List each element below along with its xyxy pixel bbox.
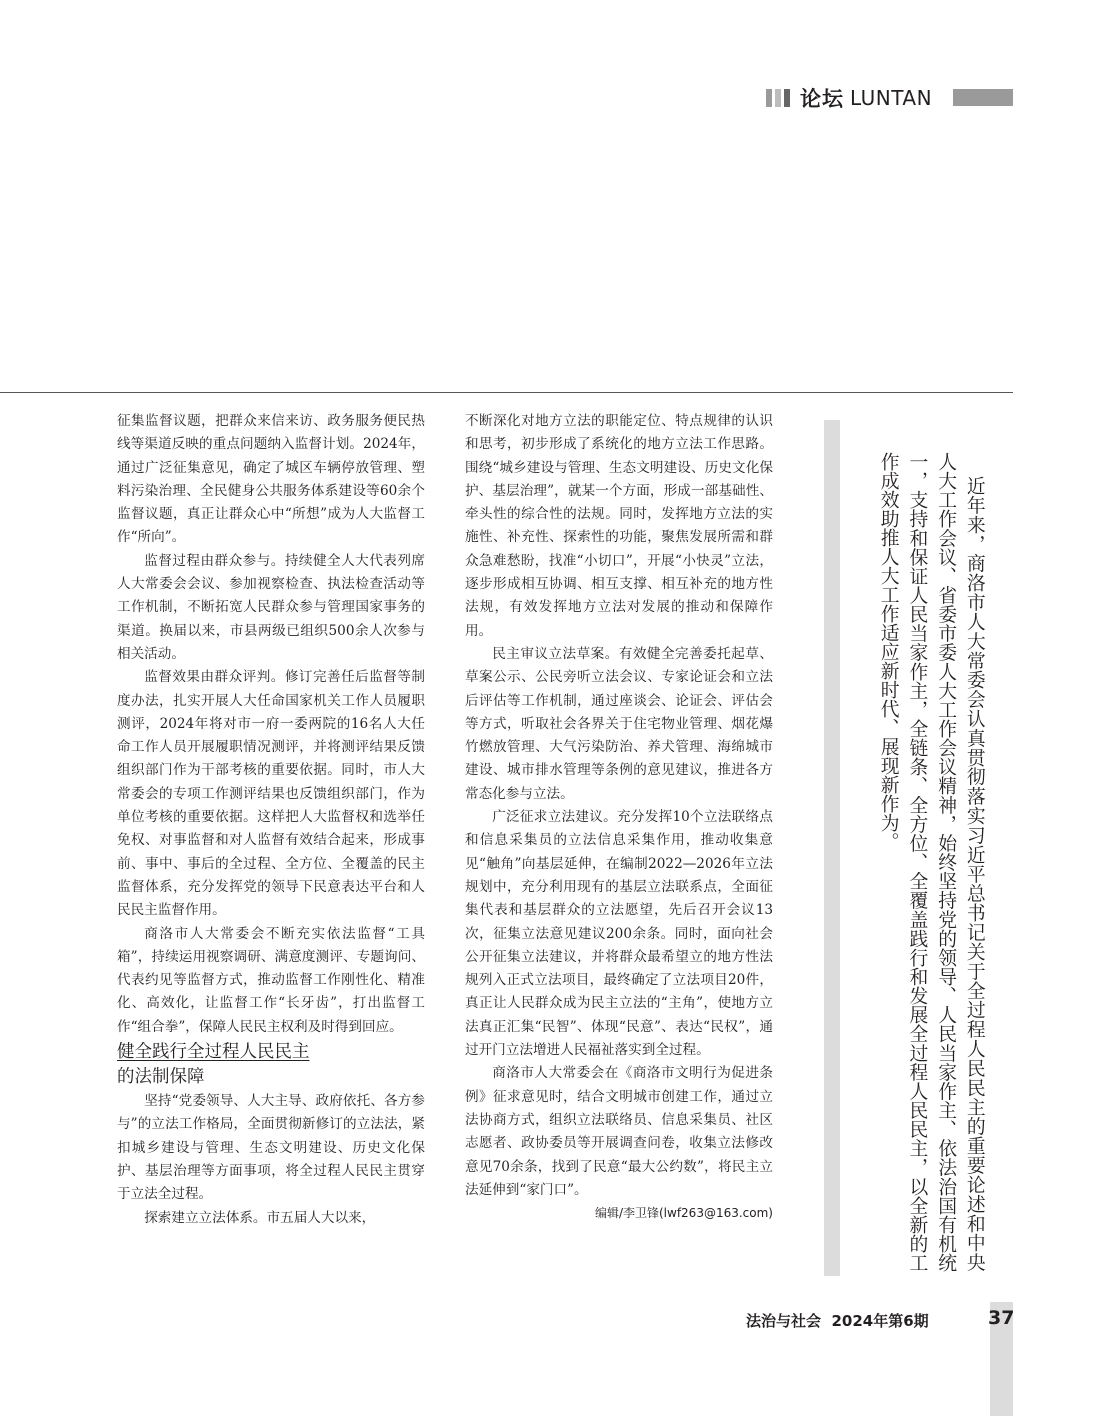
section-title-cn: 论坛 [800,87,844,111]
subheading-line-2: 的法制保障 [117,1067,205,1088]
paragraph: 探索建立立法体系。市五届人大以来， [144,1209,376,1226]
editor-credit: 编辑/李卫锋(lwf263@163.com) [594,1206,773,1221]
paragraph: 商洛市人大常委会在《商洛市文明行为促进条例》征求意见时，结合文明城市创建工作，通过立法协商方式，组织立法联络员、信息采集员、社区志愿者、政协委员等开展调查问卷，收集立法修改意见70余条，找到了民意“最大公约数”，将民主立法延伸到“家门口”。 [465,1065,773,1198]
issue-label: 2024年第6期 [831,1312,929,1330]
lead-decor-bar [824,420,840,1276]
paragraph: 不断深化对地方立法的职能定位、特点规律的认识和思考，初步形成了系统化的地方立法工作思路。围绕“城乡建设与管理、生态文明建设、历史文化保护、基层治理”，就某一个方面，形成一部基础性、牵头性的综合性的法规。同时，发挥地方立法的实施性、补充性、探索性的功能，聚焦发展所需和群众急难愁盼，找准“小切口”，开展“小快灵”立法，逐步形成相互协调、相互支撑、相互补充的地方性法规，有效发挥地方立法对发展的推动和保障作用。 [465,413,773,639]
paragraph: 坚持“党委领导、人大主导、政府依托、各方参与”的立法工作格局，全面贯彻新修订的立法法，紧扣城乡建设与管理、生态文明建设、历史文化保护、基层治理等方面事项，将全过程人民民主贯穿于立法全过程。 [117,1093,425,1203]
header-decor-block [953,89,1013,106]
divider-rule [0,392,1013,393]
paragraph: 民主审议立法草案。有效健全完善委托起草、草案公示、公民旁听立法会议、专家论证会和立法后评估等工作机制，通过座谈会、论证会、评估会等方式，听取社会各界关于住宅物业管理、烟花爆竹燃放管理、大气污染防治、养犬管理、海绵城市建设、城市排水管理等条例的意见建议，推进各方常态化参与立法。 [465,645,773,802]
page-footer [746,1310,929,1331]
paragraph: 征集监督议题，把群众来信来访、政务服务便民热线等渠道反映的重点问题纳入监督计划。2024年，通过广泛征集意见，确定了城区车辆停放管理、塑料污染治理、全民健身公共服务体系建设等60余个监督议题，真正让群众心中“所想”成为人大监督工作“所向”。 [117,413,425,546]
section-subheading [117,1040,425,1090]
lead-paragraph-vertical [873,452,988,1272]
subheading-line-1: 健全践行全过程人民民主 [117,1042,310,1063]
section-header [766,86,932,110]
paragraph: 监督过程由群众参与。持续健全人大代表列席人大常委会会议、参加视察检查、执法检查活动等工作机制，不断拓宽人民群众参与管理国家事务的渠道。换届以来，市县两级已组织500余人次参与相关活动。 [117,552,425,662]
header-bars-icon [766,89,790,107]
paragraph: 广泛征求立法建议。充分发挥10个立法联络点和信息采集员的立法信息采集作用，推动收集意见“触角”向基层延伸，在编制2022—2026年立法规划中，充分利用现有的基层立法联系点，全面征集代表和基层群众的立法愿望，先后召开会议13次，征集立法意见建议200余条。同时，面向社会公开征集立法建议，并将群众最希望立的地方性法规列入正式立法项目，最终确定了立法项目20件，真正让人民群众成为民主立法的“主角”，使地方立法真正汇集“民智”、体现“民意”、表达“民权”，通过开门立法增进人民福祉落实到全过程。 [465,809,773,1059]
section-title-en: LUNTAN [850,86,933,110]
paragraph: 监督效果由群众评判。修订完善任后监督等制度办法，扎实开展人大任命国家机关工作人员履职测评，2024年将对市一府一委两院的16名人大任命工作人员开展履职情况测评，并将测评结果反馈组织部门作为干部考核的重要依据。同时，市人大常委会的专项工作测评结果也反馈组织部门，作为单位考核的重要依据。这样把人大监督权和选举任免权、对事监督和对人监督有效结合起来，形成事前、事中、事后的全过程、全方位、全覆盖的民主监督体系，充分发挥党的领导下民意表达平台和人民民主监督作用。 [117,669,425,919]
lead-text: 近年来，商洛市人大常委会认真贯彻落实习近平总书记关于全过程人民民主的重要论述和中央人大工作会议、省委市委人大工作会议精神，始终坚持党的领导、人民当家作主、依法治国有机统一，支持和保证人民当家作主，全链条、全方位、全覆盖践行和发展全过程人民民主，以全新的工作成效助推人大工作适应新时代、展现新作为。 [877,452,985,1272]
journal-name: 法治与社会 [746,1312,822,1330]
article-column-1 [117,410,425,1230]
paragraph: 商洛市人大常委会不断充实依法监督“工具箱”，持续运用视察调研、满意度测评、专题询问、代表约见等监督方式，推动监督工作刚性化、精准化、高效化，让监督工作“长牙齿”，打出监督工作“组合拳”，保障人民民主权利及时得到回应。 [117,925,425,1035]
page-number: 37 [988,1307,1015,1329]
article-column-2 [465,410,773,1223]
